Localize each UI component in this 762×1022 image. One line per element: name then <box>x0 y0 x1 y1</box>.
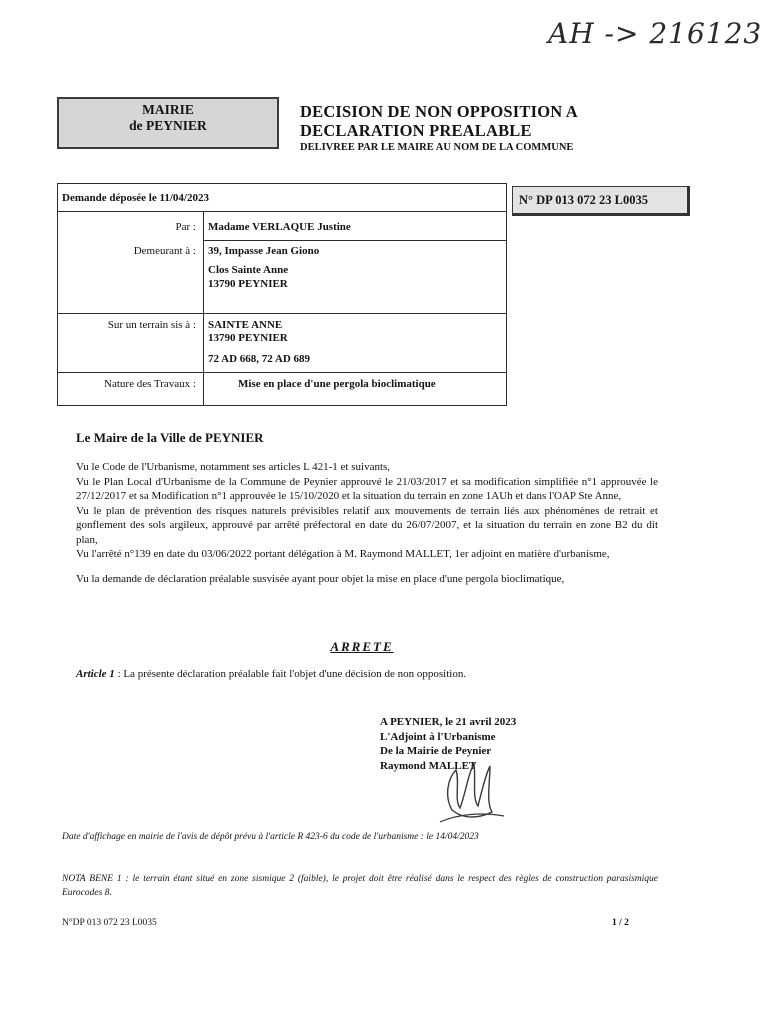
nature-value: Mise en place d'une pergola bioclimatique <box>238 378 436 390</box>
article-1 <box>76 668 676 680</box>
demeurant-label: Demeurant à : <box>133 245 196 257</box>
title-line-2: DECLARATION PREALABLE <box>300 121 532 140</box>
applicant-name: Madame VERLAQUE Justine <box>208 221 351 233</box>
footer-reference: N°DP 013 072 23 L0035 <box>62 918 157 928</box>
mairie-box <box>57 97 279 149</box>
mairie-line-1: MAIRIE <box>142 102 194 117</box>
nature-label: Nature des Travaux : <box>104 378 196 390</box>
terrain-line-2: 13790 PEYNIER <box>208 332 288 344</box>
handwritten-signature <box>430 752 510 832</box>
terrain-parcels: 72 AD 668, 72 AD 689 <box>208 353 311 365</box>
sign-mairie: De la Mairie de Peynier <box>380 745 492 757</box>
sign-name: Raymond MALLET <box>380 759 477 772</box>
sign-place-date: A PEYNIER, le 21 avril 2023 <box>380 716 517 728</box>
deposit-date: Demande déposée le 11/04/2023 <box>62 192 209 204</box>
request-info-table <box>57 183 507 406</box>
title-line-1: DECISION DE NON OPPOSITION A <box>300 102 578 121</box>
address-line-1: 39, Impasse Jean Giono <box>208 245 320 257</box>
vu-paragraph-5: Vu la demande de déclaration préalable susvisée ayant pour objet la mise en place d'une pergola bioclimatique, <box>76 572 565 585</box>
address-line-3: 13790 PEYNIER <box>208 278 288 290</box>
arrete-heading: ARRETE <box>330 639 394 654</box>
terrain-label: Sur un terrain sis à : <box>107 319 196 331</box>
page-number: 1 / 2 <box>612 918 629 928</box>
dossier-number-box: N° DP 013 072 23 L0035 <box>512 186 690 216</box>
vu-paragraph-4: Vu l'arrêté n°139 en date du 03/06/2022 portant délégation à M. Raymond MALLET, 1er adjoint en matière d'urbanisme, <box>76 548 610 560</box>
address-line-2: Clos Sainte Anne <box>208 264 289 276</box>
par-label: Par : <box>175 221 196 233</box>
vu-paragraph-3: Vu le plan de prévention des risques naturels prévisibles relatif aux mouvements de terrain liés aux phénomènes de retrait et gonflement des sols argileux, approuvé par arrêté préfectoral en date du 26/07/2007, et la situation du terrain en zone B2 du dit plan, <box>76 504 658 546</box>
vu-paragraph-2: Vu le Plan Local d'Urbanisme de la Commune de Peynier approuvé le 21/03/2017 et sa modification simplifiée n°1 approuvée le 27/12/2017 et sa Modification n°1 approuvée le 15/10/2020 et la situation du terrain en zone 1AUh et dans l'OAP Ste Anne, <box>76 475 658 502</box>
sign-role: L'Adjoint à l'Urbanisme <box>380 730 496 743</box>
vu-paragraph-1: Vu le Code de l'Urbanisme, notamment ses articles L 421-1 et suivants, <box>76 461 391 473</box>
affichage-date: Date d'affichage en mairie de l'avis de dépôt prévu à l'article R 423-6 du code de l'urbanisme : le 14/04/2023 <box>62 832 479 842</box>
maire-title: Le Maire de la Ville de PEYNIER <box>76 430 264 445</box>
document-title <box>300 102 700 156</box>
title-subtitle: DELIVREE PAR LE MAIRE AU NOM DE LA COMMUNE <box>300 142 574 153</box>
handwritten-note: AH -> 216123 <box>548 17 762 50</box>
considerations <box>76 460 658 586</box>
nota-bene: NOTA BENE 1 : le terrain étant situé en zone sismique 2 (faible), le projet doit être réalisé dans le respect des règles de construction parasismique Eurocodes 8. <box>62 874 658 898</box>
article-label: Article 1 <box>76 668 115 680</box>
terrain-line-1: SAINTE ANNE <box>208 319 283 331</box>
mairie-line-2: de PEYNIER <box>129 118 207 133</box>
article-text: : La présente déclaration préalable fait l'objet d'une décision de non opposition. <box>114 668 467 680</box>
